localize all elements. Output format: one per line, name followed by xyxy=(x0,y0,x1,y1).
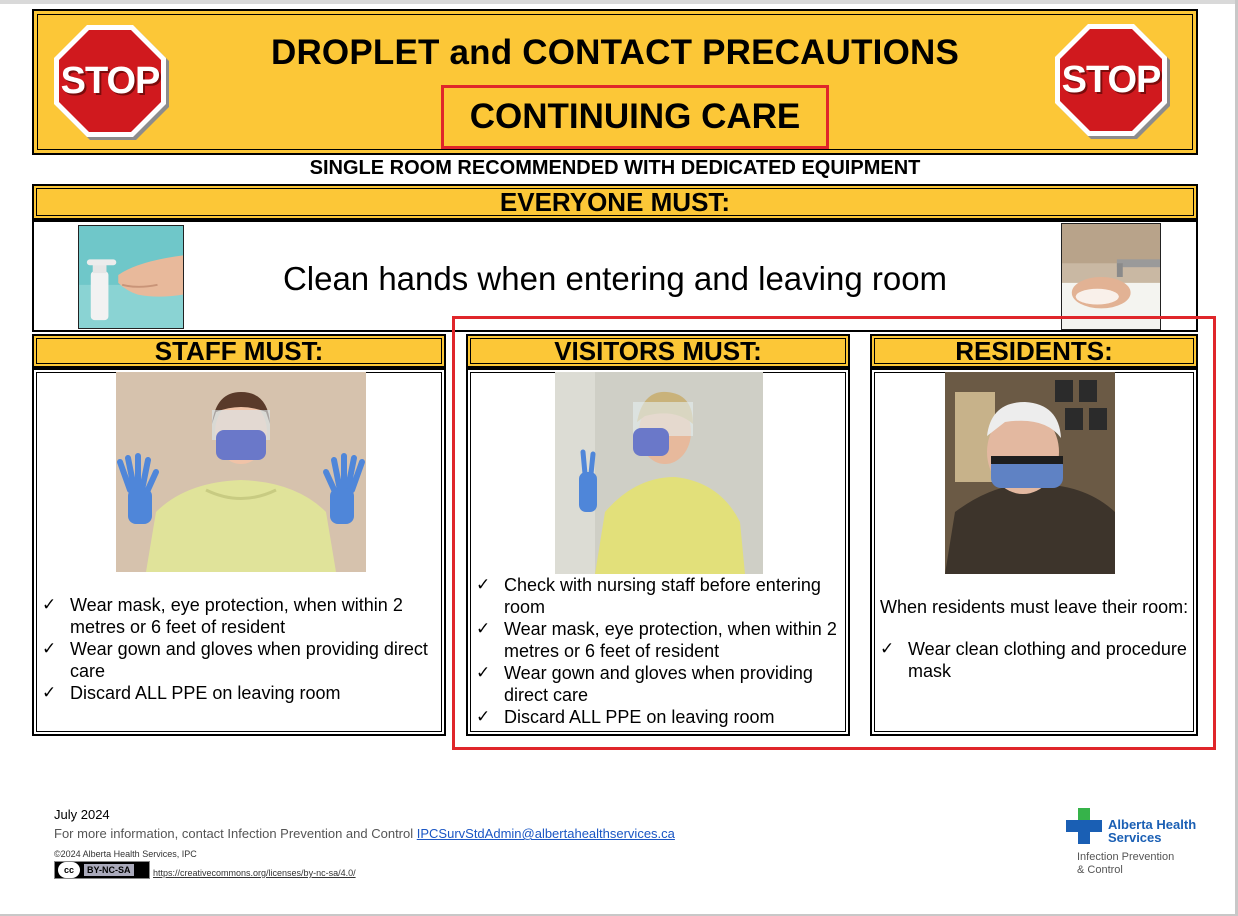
check-icon: ✓ xyxy=(42,595,57,614)
clean-hands-instruction: Clean hands when entering and leaving room xyxy=(282,260,948,297)
residents-panel xyxy=(870,368,1198,736)
cc-license-text: BY-NC-SA xyxy=(84,864,134,876)
visitors-heading-bar xyxy=(466,334,850,368)
everyone-panel xyxy=(32,220,1198,332)
staff-panel xyxy=(32,368,446,736)
check-icon: ✓ xyxy=(476,707,491,726)
everyone-heading: EVERYONE MUST: xyxy=(499,186,731,217)
staff-heading: STAFF MUST: xyxy=(154,335,324,366)
cc-icon: cc xyxy=(58,862,80,878)
list-item: ✓ Discard ALL PPE on leaving room xyxy=(42,683,341,703)
staff-heading-bar xyxy=(32,334,446,368)
license-link[interactable]: https://creativecommons.org/licenses/by-nc-sa/4.0/ xyxy=(153,868,356,878)
header-banner xyxy=(32,9,1198,155)
residents-heading-bar xyxy=(870,334,1198,368)
staff-ppe-photo xyxy=(116,372,366,572)
hand-washing-photo xyxy=(1061,223,1161,330)
check-icon: ✓ xyxy=(42,683,57,702)
visitors-checklist xyxy=(476,574,846,728)
cc-license-badge xyxy=(54,861,150,879)
ahs-org-name: Alberta Health Services xyxy=(1108,817,1197,845)
list-item: ✓ Wear gown and gloves when providing direct care xyxy=(476,663,813,705)
check-icon: ✓ xyxy=(476,663,491,682)
residents-intro-text: When residents must leave their room: xyxy=(880,597,1189,617)
list-item: ✓ Discard ALL PPE on leaving room xyxy=(476,707,775,727)
contact-email-link[interactable]: IPCSurvStdAdmin@albertahealthservices.ca xyxy=(416,826,675,841)
footer-contact-text: For more information, contact Infection Prevention and Control xyxy=(54,826,417,841)
everyone-heading-bar xyxy=(32,184,1198,220)
check-icon: ✓ xyxy=(476,575,491,594)
visitor-ppe-photo xyxy=(555,372,763,574)
list-item: ✓ Wear mask, eye protection, when within 2 metres or 6 feet of resident xyxy=(42,595,403,637)
residents-heading: RESIDENTS: xyxy=(955,335,1113,366)
staff-checklist xyxy=(42,594,437,704)
visitors-panel xyxy=(466,368,850,736)
page-edge-top xyxy=(0,0,1238,4)
ahs-logo-icon xyxy=(1064,806,1104,846)
footer-date: July 2024 xyxy=(54,807,110,822)
check-icon: ✓ xyxy=(42,639,57,658)
residents-checklist xyxy=(880,638,1190,682)
stop-sign-right-icon xyxy=(1051,20,1171,140)
footer-copyright: ©2024 Alberta Health Services, IPC xyxy=(54,849,197,859)
visitors-heading: VISITORS MUST: xyxy=(554,335,762,366)
check-icon: ✓ xyxy=(880,639,895,658)
page-title: DROPLET and CONTACT PRECAUTIONS xyxy=(270,33,960,72)
footer-contact xyxy=(54,826,675,841)
page-subtitle: CONTINUING CARE xyxy=(441,85,829,149)
list-item: ✓ Wear clean clothing and procedure mask xyxy=(880,639,1187,681)
list-item: ✓ Wear mask, eye protection, when within 2 metres or 6 feet of resident xyxy=(476,619,837,661)
resident-mask-photo xyxy=(945,372,1115,574)
list-item: ✓ Wear gown and gloves when providing direct care xyxy=(42,639,428,681)
stop-label-left: STOP xyxy=(60,59,160,102)
ahs-department: Infection Prevention & Control xyxy=(1077,851,1175,876)
single-room-note: SINGLE ROOM RECOMMENDED WITH DEDICATED EQUIPMENT xyxy=(309,157,921,179)
list-item: ✓ Check with nursing staff before entering room xyxy=(476,575,821,617)
check-icon: ✓ xyxy=(476,619,491,638)
stop-sign-left-icon xyxy=(50,21,170,141)
stop-label-right: STOP xyxy=(1061,58,1161,101)
